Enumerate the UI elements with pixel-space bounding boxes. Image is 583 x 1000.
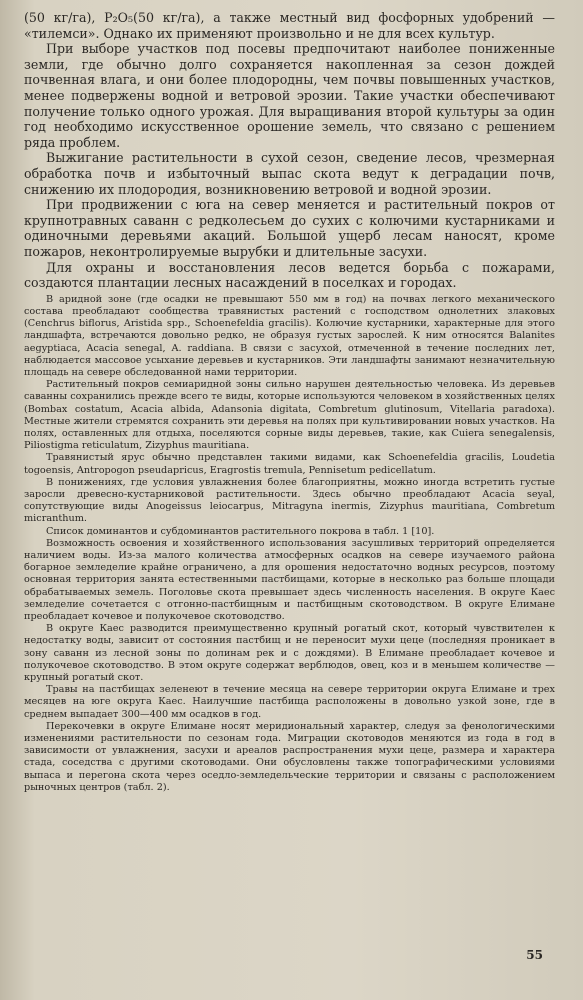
paragraph-small: Список доминантов и субдоминантов растительного покрова в табл. 1 [10]. xyxy=(46,525,435,537)
paragraph: При продвижении с юга на север меняется и растительный покров от крупнотравных саванн с редколесьем до сухих с колючими кустарниками и одиночными деревьями акаций. Большой ущерб лесам наносят, кроме пожаров, неконтролируемые вырубки и длительные засухи. xyxy=(24,197,555,259)
page-number: 55 xyxy=(526,948,543,962)
paragraph: Для охраны и восстановления лесов ведется борьба с пожарами, создаются плантации лесных насаждений в поселках и городах. xyxy=(24,259,555,291)
paragraph-small: Перекочевки в округе Елимане носят меридиональный характер, следуя за фенологическими изменениями растительности по сезонам года. Миграции скотоводов меняются из года в год в зависимости от увлажнения, засухи и ареалов распространения мухи цеце, размера и характера стада, соседства с другими скотоводами. Они обусловлены также топографическими условиями выпаса и перегона скота через оседло-земледельческие территории и связаны с расположением рыночных центров (табл. 2). xyxy=(24,720,555,793)
paragraph-small: В округе Каес разводится преимущественно крупный рогатый скот, который чувствителен к недостатку воды, зависит от состояния пастбищ и не переносит мухи цеце (последняя проникает в зону саванн из лесной зоны по долинам рек и с дождями). В Елимане преобладает кочевое и полукочевое скотоводство. В этом округе содержат верблюдов, овец, коз и в меньшем количестве — крупный рогатый скот. xyxy=(24,623,555,683)
text-body xyxy=(24,10,555,794)
paragraph: При выборе участков под посевы предпочитают наиболее пониженные земли, где обычно долго сохраняется накопленная за сезон дождей почвенная влага, и они более плодородны, чем почвы повышенных участков, менее подвержены водной и ветровой эрозии. Такие участки обеспечивают получение только одного урожая. Для выращивания второй культуры за один год необходимо искусственное орошение земель, что связано с решением ряда проблем. xyxy=(24,41,555,150)
paragraph-small: Растительный покров семиаридной зоны сильно нарушен деятельностью человека. Из деревьев саванны сохранились прежде всего те виды, которые используются человеком в хозяйственных целях (Bombax costatum, Acacia albida, Adansonia digitata, Combretum glutinosum, Vitellaria paradoxa). Местные жители стремятся сохранить эти деревья на полях при культивировании новых участков. На полях, оставленных для отдыха, поселяются сорные виды деревьев, такие, как Cuiera senegalensis, Piliostigma reticulatum, Zizyphus mauritiana. xyxy=(24,379,555,452)
paragraph-small: В аридной зоне (где осадки не превышают 550 мм в год) на почвах легкого механического состава преобладают сообщества травянистых растений с господством однолетних злаковых (Cenchrus biflorus, Aristida spp., Schoenefeldia gracilis). Колючие кустарники, характерные для этого ландшафта, встречаются довольно редко, не образуя густых зарослей. К ним относятся Balanites aegyptiaca, Acacia senegal, A. raddiana. В связи с засухой, отмеченной в течение последних лет, наблюдается массовое усыхание деревьев и кустарников. Эти ландшафты занимают незначительную площадь на севере обследованной нами территории. xyxy=(24,293,555,378)
paragraph-small: Травы на пастбищах зеленеют в течение месяца на севере территории округа Елимане и трех месяцев на юге округа Каес. Наилучшие пастбища расположены в довольно узкой зоне, где в среднем выпадает 300—400 мм осадков в год. xyxy=(24,684,555,720)
paragraph-small: Возможность освоения и хозяйственного использования засушливых территорий определяется наличием воды. Из-за малого количества атмосферных осадков на севере изучаемого района богарное земледелие крайне ограничено, а для орошения недостаточно водных ресурсов, поэтому основная территория занята естественными пастбищами, которые в несколько раз больше площади обрабатываемых земель. Поголовье скота превышает здесь численность населения. В округе Каес земледелие сочетается с отгонно-пастбищным и пастбищным скотоводством. В округе Елимане преобладает кочевое и полукочевое скотоводство. xyxy=(24,537,555,622)
paragraph-small: В понижениях, где условия увлажнения более благоприятны, можно иногда встретить густые заросли древесно-кустарниковой растительности. Здесь обычно преобладают Acacia seyal, сопутствующие виды Anogeissus leiocarpus, Mitragyna inermis, Zizyphus mauritiana, Combretum micranthum. xyxy=(24,476,555,525)
paragraph: Выжигание растительности в сухой сезон, сведение лесов, чрезмерная обработка почв и избыточный выпас скота ведут к деградации почв, снижению их плодородия, возникновению ветровой и водной эрозии. xyxy=(24,150,555,197)
paragraph: (50 кг/га), P₂O₅(50 кг/га), а также местный вид фосфорных удобрений — «тилемси». Однако их применяют произвольно и не для всех культур. xyxy=(24,10,555,41)
paragraph-small: Травянистый ярус обычно представлен такими видами, как Schoenefeldia gracilis, Loudetia togoensis, Antropogon pseudapricus, Eragrostis tremula, Pennisetum pedicellatum. xyxy=(24,452,555,476)
